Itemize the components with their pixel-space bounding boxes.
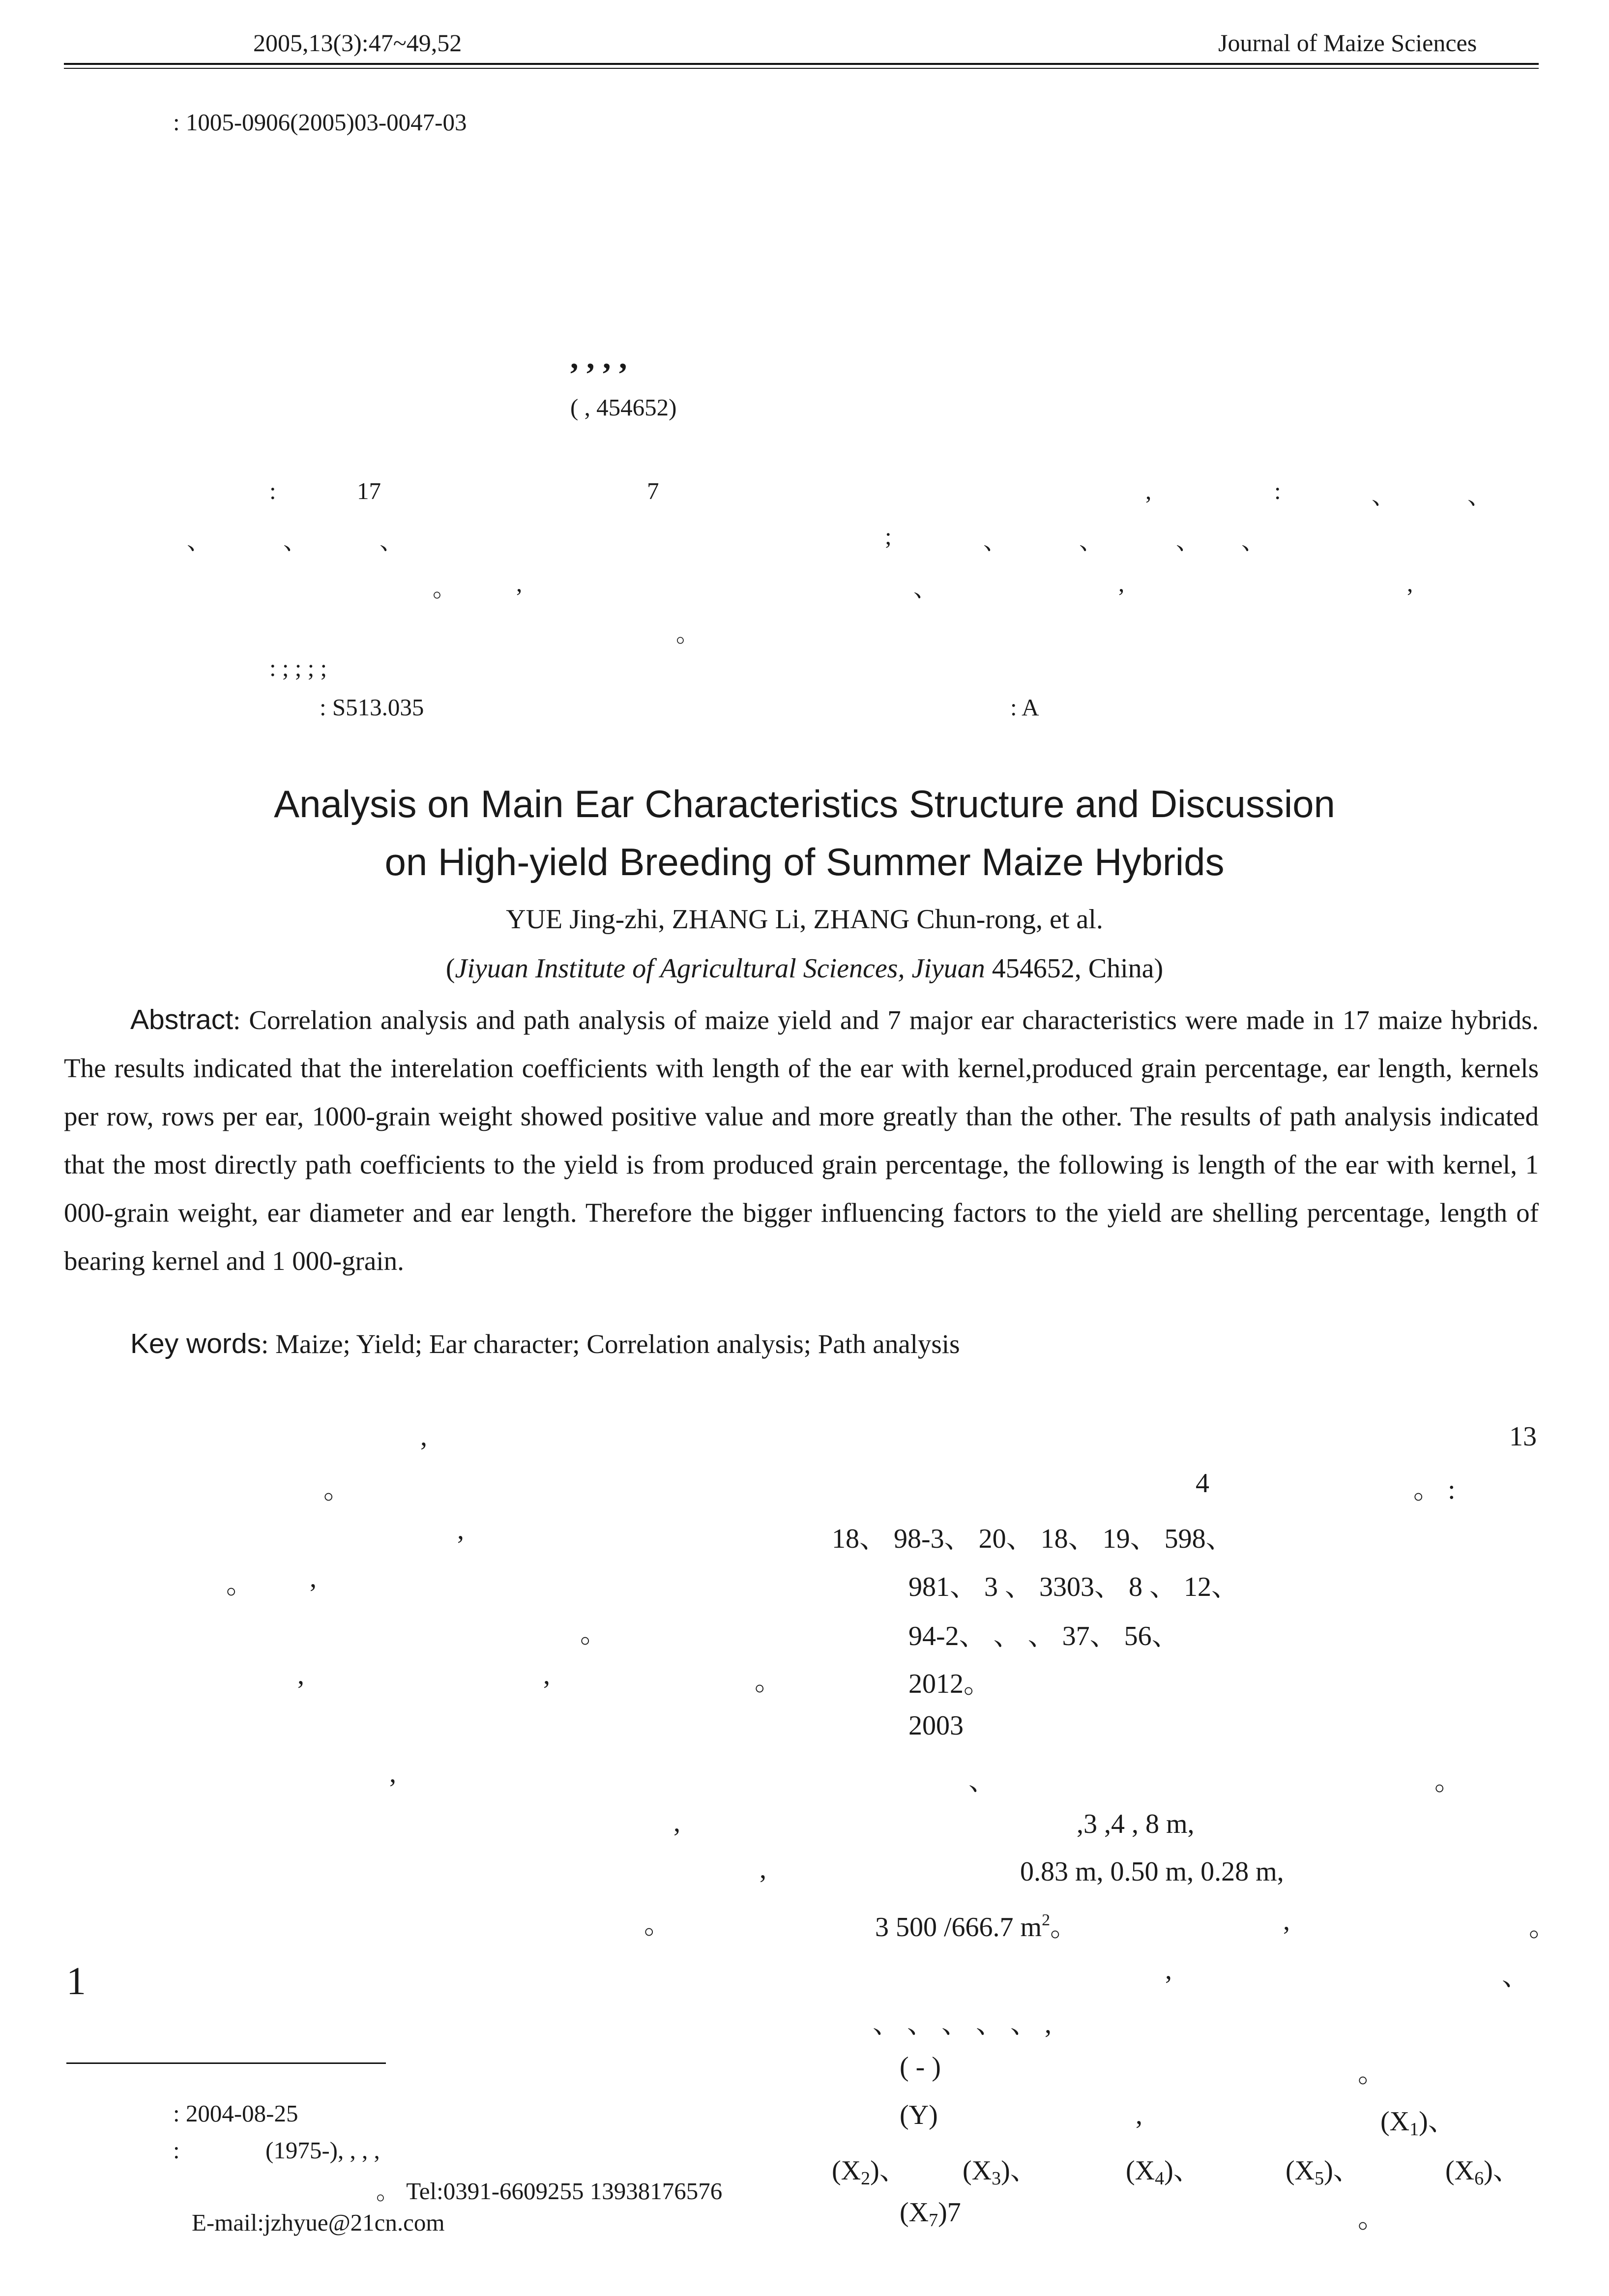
abstract-cn-punct: 、: [1372, 482, 1396, 509]
authors-cn: , , , ,: [570, 340, 627, 376]
abstract-cn-punct: ;: [885, 523, 892, 550]
right-col-text: 、 、 、 、 、 ,: [873, 2009, 1052, 2039]
left-col-punct: ,: [389, 1758, 396, 1789]
variable-x5: $(X_5)$、: [1286, 2155, 1361, 2189]
left-col-punct: ,: [297, 1660, 304, 1690]
right-col-text: 0.83 m, 0.50 m, 0.28 m,: [1020, 1856, 1284, 1887]
left-col-punct: ,: [543, 1660, 550, 1690]
right-col-text: 4: [1196, 1468, 1209, 1499]
title-en-line2: on High-yield Breeding of Summer Maize Hybrids: [384, 840, 1225, 883]
received-date: : 2004-08-25: [173, 2100, 298, 2127]
abstract-cn-punct: ,: [516, 570, 523, 597]
variable-x2: $(X_2)$、: [832, 2155, 907, 2189]
abstract-cn-punct: 、: [1079, 528, 1104, 555]
right-col-punct: 。: [1050, 1912, 1078, 1943]
right-col-text: 、: [1502, 1961, 1529, 1992]
abstract-cn-punct: 、: [1467, 482, 1492, 509]
density-unit-sup: 2: [1042, 1911, 1051, 1929]
density-value: 3 500 /666.7 m: [875, 1912, 1042, 1943]
right-col-text: 94-2、 、 、 37、 56、: [908, 1621, 1179, 1651]
right-col-text: 。: [1358, 2058, 1385, 2089]
abstract-cn-punct: :: [1274, 477, 1281, 504]
abstract-cn-colon: :: [269, 477, 276, 504]
abstract-cn-punct: 。: [676, 620, 701, 647]
abstract-cn-punct: 、: [187, 528, 211, 555]
abstract-cn-punct: 、: [913, 575, 938, 602]
abstract-en: [64, 996, 1539, 1285]
article-id: : 1005-0906(2005)03-0047-03: [173, 109, 467, 136]
right-col-text: 13: [1509, 1421, 1537, 1452]
variable-x4: $(X_4)$、: [1126, 2155, 1201, 2189]
right-col-text: ,: [1283, 1906, 1290, 1936]
right-col-text: 。: [1358, 2204, 1385, 2234]
section-number: 1: [66, 1960, 86, 2003]
abstract-cn-punct: 、: [283, 528, 308, 555]
variable-x7: $(X_7)7$: [900, 2197, 961, 2231]
authors-en: YUE Jing-zhi, ZHANG Li, ZHANG Chun-rong, et al.: [506, 904, 1103, 935]
left-col-punct: 。: [226, 1569, 254, 1600]
abstract-cn-punct: 、: [1241, 528, 1266, 555]
header-rule-thick: [64, 63, 1539, 65]
right-col-text: 。: [1529, 1912, 1556, 1943]
left-col-punct: 。: [323, 1474, 351, 1505]
author-bio: (1975-), , , ,: [265, 2137, 380, 2164]
journal-name: Journal of Maize Sciences: [1218, 29, 1477, 57]
right-col-text: ,: [1165, 1955, 1172, 1985]
header-rule-thin: [64, 68, 1539, 69]
right-col-text: 2012。: [908, 1669, 991, 1699]
footnote-rule: [66, 2062, 386, 2064]
keywords-text: : Maize; Yield; Ear character; Correlation analysis; Path analysis: [261, 1329, 960, 1359]
abstract-cn-punct: 。: [433, 575, 457, 602]
right-col-text: ,3 ,4 , 8 m,: [1077, 1809, 1195, 1839]
right-col-text: 981、 3 、 3303、 8 、 12、: [908, 1572, 1239, 1602]
right-col-text: 。 :: [1413, 1474, 1456, 1505]
right-col-text: [875, 1905, 1078, 1944]
right-col-text: 。: [1434, 1766, 1462, 1796]
abstract-cn-punct: ,: [1407, 570, 1413, 597]
left-col-punct: ,: [420, 1421, 427, 1452]
abstract-cn-punct: ,: [1118, 570, 1125, 597]
abstract-cn-punct: 、: [1176, 528, 1200, 555]
affiliation-en-institute: Jiyuan Institute of Agricultural Sciences, Jiyuan: [455, 953, 985, 984]
abstract-text: : Correlation analysis and path analysis of maize yield and 7 major ear characteristics were made in 17 maize hybrids. The results indicated that the interelation coefficients with length of the ear with kernel,produced grain percentage, ear length, kernels per row, rows per ear, 1000-grain weight showed positive value and more greatly than the other. The results of path analysis indicated that the most directly path coefficients to the yield is from produced grain percentage, the following is length of the ear with kernel, 1 000-grain weight, ear diameter and ear length. Therefore the bigger influencing factors to the yield are shelling percentage, length of bearing kernel and 1 000-grain.: [64, 1005, 1539, 1276]
abstract-cn-punct: 、: [983, 528, 1008, 555]
variable-x1: $(X_1)$、: [1380, 2106, 1456, 2140]
abstract-cn-punct: 、: [380, 528, 404, 555]
abstract-cn-punct: ,: [1145, 477, 1152, 504]
right-col-text: 18、 98-3、 20、 18、 19、 598、: [832, 1524, 1233, 1554]
affiliation-en-rest: 454652, China): [985, 953, 1164, 984]
page-citation: 2005,13(3):47~49,52: [253, 29, 462, 57]
left-col-punct: ,: [673, 1807, 680, 1838]
affiliation-en-open: (: [445, 953, 455, 984]
right-col-text: ,: [1136, 2100, 1142, 2130]
keywords-label: Key words: [130, 1328, 262, 1359]
document-code-cn: : A: [1010, 694, 1039, 721]
left-col-punct: ,: [457, 1515, 464, 1545]
right-col-text: 2003: [908, 1710, 964, 1741]
title-en-line1: Analysis on Main Ear Characteristics Structure and Discussion: [274, 782, 1335, 825]
left-col-punct: 。: [580, 1619, 608, 1649]
author-phone: 。 Tel:0391-6609255 13938176576: [376, 2178, 723, 2205]
abstract-cn-count: 17: [357, 477, 381, 504]
variable-x3: $(X_3)$、: [963, 2155, 1038, 2189]
affiliation-en: [0, 953, 1609, 984]
author-bio-label: :: [173, 2137, 180, 2164]
left-col-punct: 。: [644, 1910, 672, 1940]
right-col-text: ( - ): [900, 2052, 941, 2082]
variable-x6: $(X_6)$、: [1445, 2155, 1521, 2189]
right-col-text: 、: [968, 1766, 996, 1796]
left-col-punct: ,: [310, 1563, 317, 1593]
classification-cn: : S513.035: [320, 694, 424, 721]
left-col-punct: ,: [760, 1854, 766, 1884]
abstract-label: Abstract: [130, 1004, 234, 1035]
variable-yield: (Y): [900, 2100, 938, 2130]
keywords-cn: : ; ; ; ;: [269, 654, 327, 681]
author-email: E-mail:jzhyue@21cn.com: [192, 2209, 445, 2236]
keywords-en: [130, 1327, 960, 1360]
affiliation-cn: ( , 454652): [570, 394, 677, 421]
abstract-cn-count: 7: [647, 477, 659, 504]
left-col-punct: 。: [755, 1666, 782, 1697]
